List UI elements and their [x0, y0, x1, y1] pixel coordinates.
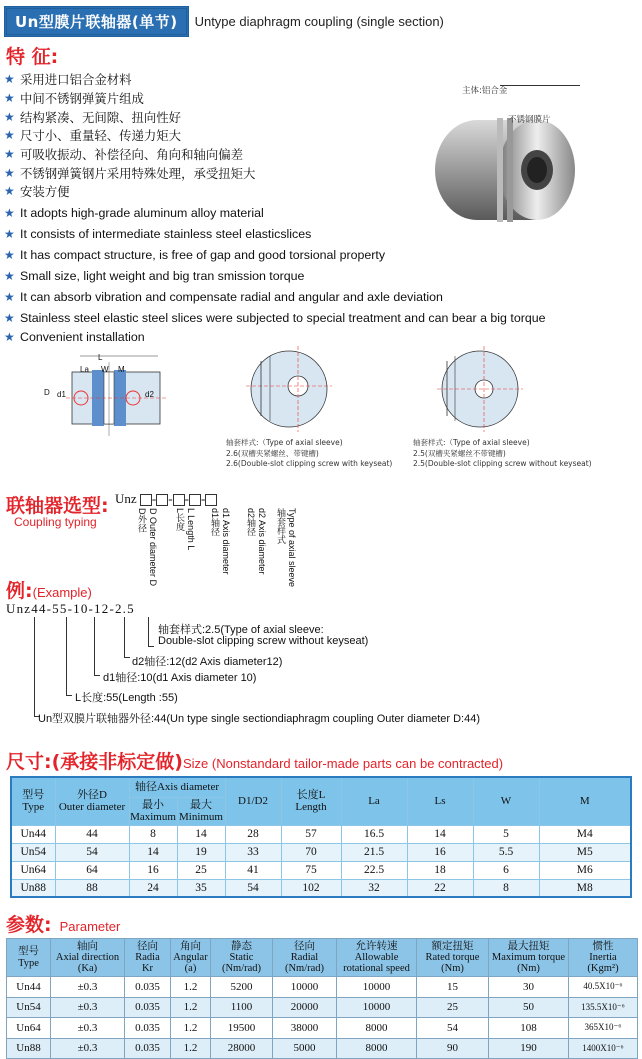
- table-row: Un88 88 24 35 54 102 32 22 8 M8: [11, 879, 631, 897]
- example-line: d1轴径:10(d1 Axis diameter 10): [103, 672, 257, 684]
- typing-label: D Outer diameter D: [148, 508, 158, 587]
- code-box-D: [140, 494, 152, 506]
- col-m: M: [539, 777, 631, 825]
- star-icon: ★: [4, 147, 15, 162]
- label-body: 主体:铝合金: [462, 86, 508, 96]
- col-axis-max: 最小 Maximum: [130, 798, 176, 823]
- feature-en-item: ★ It consists of intermediate stainless steel elasticslices: [4, 226, 312, 241]
- code-box-sleeve: [205, 494, 217, 506]
- example-leader: [94, 617, 100, 676]
- typing-label: L Length L: [186, 508, 196, 551]
- typing-title: 联轴器选型:: [6, 495, 109, 517]
- col-axis-min: 最大 Minimum: [178, 798, 223, 823]
- size-table: [10, 776, 632, 898]
- label-leader: [500, 85, 580, 86]
- feature-en-item: ★ Small size, light weight and big tran smission torque: [4, 268, 305, 283]
- feature-cn-item: ★ 不锈钢弹簧钢片采用特殊处理，承受扭矩大: [4, 165, 256, 181]
- param-col: 角向 Angular (a): [171, 939, 211, 977]
- star-icon: ★: [4, 310, 15, 325]
- table-row: Un64 ±0.3 0.035 1.2 19500 38000 8000 54 108 365X10⁻⁶: [7, 1018, 638, 1039]
- feature-cn-item: ★ 采用进口铝合金材料: [4, 72, 132, 88]
- param-col: 额定扭矩 Rated torque (Nm): [417, 939, 489, 977]
- header-title: Un型膜片联轴器(单节): [4, 6, 189, 37]
- param-col: 允许转速 Allowable rotational speed: [337, 939, 417, 977]
- param-table: [6, 938, 638, 1059]
- col-type: 型号 Type: [11, 777, 55, 825]
- dim-D: D: [44, 388, 50, 397]
- example-leader: [34, 617, 40, 717]
- table-row: Un64 64 16 25 41 75 22.5 18 6 M6: [11, 861, 631, 879]
- header-title-en: Untype diaphragm coupling (single section): [194, 14, 444, 29]
- star-icon: ★: [4, 72, 15, 87]
- dim-L: L: [98, 353, 103, 362]
- example-line: d2轴径:12(d2 Axis diameter12): [132, 656, 283, 668]
- param-col: 型号 Type: [7, 939, 51, 977]
- typing-label: Type of axial sleeve: [287, 508, 297, 588]
- sleeve-type-2-6-drawing: [246, 346, 332, 432]
- typing-subtitle: Coupling typing: [14, 515, 97, 529]
- star-icon: ★: [4, 226, 15, 241]
- example-line: L长度:55(Length :55): [75, 692, 178, 704]
- dim-La: La: [80, 365, 89, 374]
- feature-cn-item: ★ 中间不锈钢弹簧片组成: [4, 91, 144, 107]
- star-icon: ★: [4, 91, 15, 106]
- param-col: 静态 Static (Nm/rad): [211, 939, 273, 977]
- dim-d1: d1: [57, 390, 66, 399]
- star-icon: ★: [4, 247, 15, 262]
- col-length: 长度L Length: [281, 777, 341, 825]
- dim-d2: d2: [145, 390, 154, 399]
- features-title: 特 征:: [6, 46, 59, 68]
- feature-en-item: ★ It can absorb vibration and compensate radial and angular and axle deviation: [4, 289, 443, 304]
- example-line: Un型双膜片联轴器外径:44(Un type single sectiondiaphragm coupling Outer diameter D:44): [38, 713, 481, 725]
- feature-en-item: ★ It has compact structure, is free of gap and good torsional property: [4, 247, 386, 262]
- table-row: Un54 ±0.3 0.035 1.2 1100 20000 10000 25 50 135.5X10⁻⁶: [7, 997, 638, 1018]
- col-od: 外径D Outer diameter: [55, 777, 129, 825]
- example-line: Double-slot clipping screw without keyseat): [158, 635, 369, 647]
- sleeve-type-2-5-drawing: [437, 346, 523, 432]
- star-icon: ★: [4, 184, 15, 199]
- star-icon: ★: [4, 205, 15, 220]
- param-col: 惯性 Inertia (Kgm²): [569, 939, 638, 977]
- param-col: 最大扭矩 Maximum torque (Nm): [489, 939, 569, 977]
- feature-cn-item: ★ 结构紧凑、无间隙、扭向性好: [4, 109, 182, 125]
- typing-label: L长度: [175, 508, 185, 532]
- sleeve-caption-1: 轴套样式:（Type of axial sleeve) 2.6(双槽夹紧螺丝、带键槽) 2.6(Double-slot clipping screw with keyseat): [226, 438, 393, 468]
- code-box-d2: [189, 494, 201, 506]
- typing-label: d1 Axis diameter: [221, 508, 231, 575]
- star-icon: ★: [4, 165, 15, 180]
- coupling-product-image: [395, 82, 640, 242]
- sleeve-caption-2: 轴套样式:（Type of axial sleeve) 2.5(双槽夹紧螺丝不带键槽) 2.5(Double-slot clipping screw without keyseat): [413, 438, 592, 468]
- size-title: 尺寸:(承接非标定做)Size (Nonstandard tailor-made parts can be contracted): [6, 751, 504, 773]
- col-axis: 轴径Axis diameter: [129, 777, 225, 797]
- dim-W: W: [101, 365, 109, 374]
- example-code: Unz44-55-10-12-2.5: [6, 601, 135, 616]
- example-leader: [148, 617, 154, 647]
- code-box-L: [156, 494, 168, 506]
- star-icon: ★: [4, 109, 15, 124]
- feature-en-item: ★ It adopts high-grade aluminum alloy material: [4, 205, 264, 220]
- example-title: 例:(Example): [6, 580, 92, 602]
- star-icon: ★: [4, 329, 15, 344]
- col-la: La: [341, 777, 407, 825]
- feature-en-item: ★ Convenient installation: [4, 329, 145, 344]
- param-col: 轴向 Axial direction (Ka): [51, 939, 125, 977]
- star-icon: ★: [4, 289, 15, 304]
- label-slice: 不锈钢膜片: [508, 115, 551, 125]
- example-line: 轴套样式:2.5(Type of axial sleeve:: [158, 624, 324, 636]
- table-row: Un88 ±0.3 0.035 1.2 28000 5000 8000 90 190 1400X10⁻⁶: [7, 1038, 638, 1059]
- table-row: Un44 44 8 14 28 57 16.5 14 5 M4: [11, 825, 631, 843]
- param-col: 径向 Radial (Nm/rad): [273, 939, 337, 977]
- table-row: Un44 ±0.3 0.035 1.2 5200 10000 10000 15 30 40.5X10⁻⁶: [7, 977, 638, 998]
- col-d1d2: D1/D2: [225, 777, 281, 825]
- feature-en-item: ★ Stainless steel elastic steel slices were subjected to special treatment and can bear a big torque: [4, 310, 546, 325]
- feature-cn-item: ★ 尺寸小、重量轻、传递力矩大: [4, 128, 182, 144]
- typing-label: D外径: [137, 508, 147, 533]
- typing-label: d2轴径: [246, 508, 256, 537]
- table-row: Un54 54 14 19 33 70 21.5 16 5.5 M5: [11, 843, 631, 861]
- col-w: W: [473, 777, 539, 825]
- page-header: [4, 6, 444, 37]
- example-leader: [66, 617, 72, 696]
- code-box-d1: [173, 494, 185, 506]
- typing-label: 轴套样式: [276, 508, 286, 544]
- dim-M: M: [118, 365, 125, 374]
- feature-cn-item: ★ 安装方便: [4, 184, 70, 200]
- feature-cn-item: ★ 可吸收振动、补偿径向、角向和轴向偏差: [4, 147, 244, 163]
- typing-label: d2 Axis diameter: [257, 508, 267, 575]
- param-title: 参数: Parameter: [6, 914, 121, 936]
- star-icon: ★: [4, 128, 15, 143]
- star-icon: ★: [4, 268, 15, 283]
- param-col: 径向 Radia Kr: [125, 939, 171, 977]
- typing-code: Unz - - - -: [115, 491, 217, 507]
- col-ls: Ls: [407, 777, 473, 825]
- example-leader: [124, 617, 130, 658]
- typing-label: d1轴径: [210, 508, 220, 537]
